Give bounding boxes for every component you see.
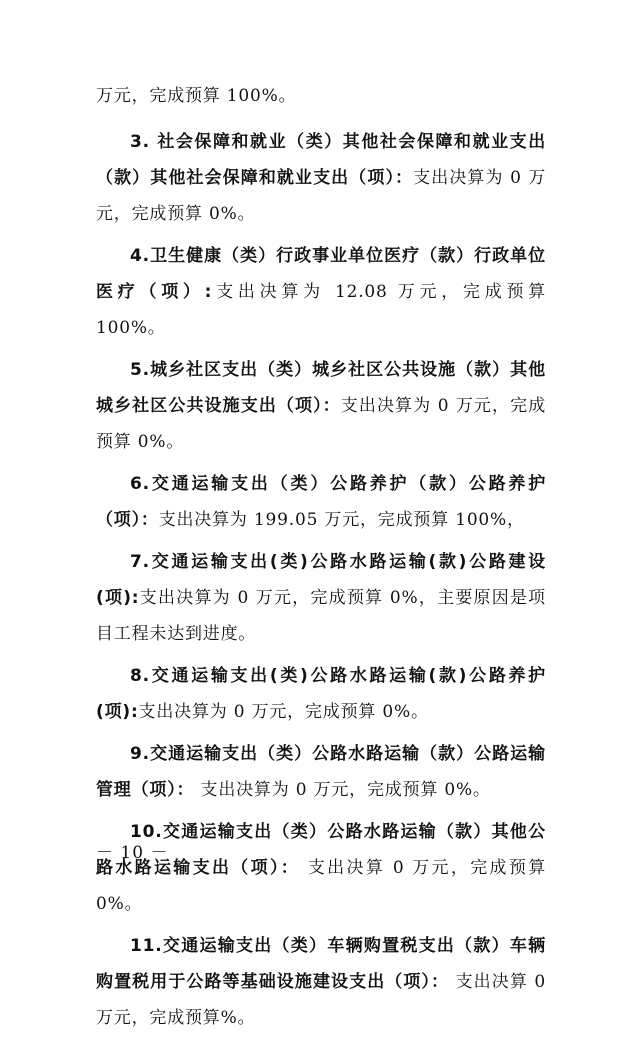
document-body xyxy=(96,78,546,1042)
budget-item-4 xyxy=(96,238,546,346)
budget-item-10 xyxy=(96,814,546,922)
item-heading: 4.卫生健康（类）行政事业单位医疗（款）行政单位医疗（项）: xyxy=(96,246,546,302)
budget-item-5 xyxy=(96,352,546,460)
item-heading: 10.交通运输支出（类）公路水路运输（款）其他公路水路运输支出（项）： xyxy=(96,822,546,878)
carry-over-text: 万元，完成预算 100%。 xyxy=(96,86,297,106)
page-number: － 10 － xyxy=(96,843,169,863)
budget-item-6 xyxy=(96,466,546,538)
item-body: 支出决算为 0 万元，完成预算 0%，主要原因是项目工程未达到进度。 xyxy=(96,588,546,644)
budget-item-11 xyxy=(96,928,546,1036)
item-heading: 11.交通运输支出（类）车辆购置税支出（款）车辆购置税用于公路等基础设施建设支出（项）： xyxy=(96,936,546,992)
item-body: 支出决算为 199.05 万元，完成预算 100%， xyxy=(158,510,525,530)
budget-item-7 xyxy=(96,544,546,652)
item-heading: 7.交通运输支出(类)公路水路运输(款)公路建设(项): xyxy=(96,552,546,608)
budget-item-8 xyxy=(96,658,546,730)
item-body: 支出决算为 0 万元，完成预算 0%。 xyxy=(96,396,547,452)
item-heading: 6.交通运输支出（类）公路养护（款）公路养护（项）： xyxy=(96,474,546,530)
item-heading: 9.交通运输支出（类）公路水路运输（款）公路运输管理（项）： xyxy=(96,744,546,800)
item-body: 支出决算为 0 万元，完成预算 0%。 xyxy=(138,702,429,722)
item-body: 支出决算为 0 万元，完成预算 0%。 xyxy=(96,168,546,224)
item-body: 支出决算 0 万元，完成预算 0%。 xyxy=(96,858,546,914)
item-body: 支出决算为 12.08 万元，完成预算 100%。 xyxy=(96,282,546,338)
item-heading: 5.城乡社区支出（类）城乡社区公共设施（款）其他城乡社区公共设施支出（项）： xyxy=(96,360,546,416)
item-heading: 3. 社会保障和就业（类）其他社会保障和就业支出（款）其他社会保障和就业支出（项）： xyxy=(96,132,546,188)
item-heading: 8.交通运输支出(类)公路水路运输(款)公路养护(项): xyxy=(96,666,546,722)
item-body: 支出决算为 0 万元，完成预算 0%。 xyxy=(194,780,491,800)
budget-item-9 xyxy=(96,736,546,808)
item-body: 支出决算 0 万元，完成预算%。 xyxy=(96,972,546,1028)
budget-item-3 xyxy=(96,124,546,232)
